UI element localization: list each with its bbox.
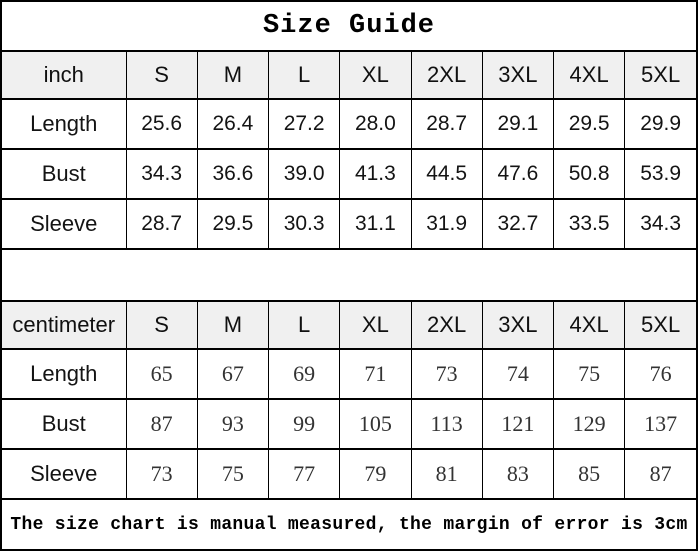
size-value-cell: 33.5 — [554, 199, 625, 249]
measure-label-cell: Length — [2, 99, 126, 149]
size-value-cell: 73 — [126, 449, 197, 499]
size-value-cell: 32.7 — [482, 199, 553, 249]
size-header-cell: XL — [340, 52, 411, 99]
size-value-cell: 99 — [269, 399, 340, 449]
size-header-cell: 3XL — [482, 52, 553, 99]
cm-header-row — [2, 302, 696, 349]
size-value-cell: 29.1 — [482, 99, 553, 149]
table-row — [2, 149, 696, 199]
size-header-cell: 4XL — [554, 302, 625, 349]
size-value-cell: 75 — [554, 349, 625, 399]
size-value-cell: 69 — [269, 349, 340, 399]
size-header-cell: 3XL — [482, 302, 553, 349]
size-value-cell: 81 — [411, 449, 482, 499]
inch-size-table — [2, 52, 696, 250]
size-value-cell: 74 — [482, 349, 553, 399]
table-row — [2, 399, 696, 449]
size-value-cell: 75 — [197, 449, 268, 499]
size-value-cell: 28.7 — [126, 199, 197, 249]
size-value-cell: 29.5 — [554, 99, 625, 149]
measure-label-cell: Bust — [2, 149, 126, 199]
size-value-cell: 28.0 — [340, 99, 411, 149]
measure-label-cell: Sleeve — [2, 449, 126, 499]
size-value-cell: 27.2 — [269, 99, 340, 149]
size-value-cell: 50.8 — [554, 149, 625, 199]
size-value-cell: 79 — [340, 449, 411, 499]
size-header-cell: M — [197, 52, 268, 99]
size-value-cell: 29.9 — [625, 99, 696, 149]
size-header-cell: 5XL — [625, 302, 696, 349]
size-value-cell: 47.6 — [482, 149, 553, 199]
size-header-cell: 5XL — [625, 52, 696, 99]
size-value-cell: 25.6 — [126, 99, 197, 149]
measure-label-cell: Bust — [2, 399, 126, 449]
size-value-cell: 121 — [482, 399, 553, 449]
size-header-cell: XL — [340, 302, 411, 349]
size-value-cell: 113 — [411, 399, 482, 449]
size-value-cell: 41.3 — [340, 149, 411, 199]
size-header-cell: S — [126, 302, 197, 349]
measurement-note: The size chart is manual measured, the margin of error is 3cm — [10, 514, 688, 535]
size-value-cell: 34.3 — [126, 149, 197, 199]
measure-label-cell: Length — [2, 349, 126, 399]
size-value-cell: 83 — [482, 449, 553, 499]
size-header-cell: 2XL — [411, 302, 482, 349]
size-header-cell: 2XL — [411, 52, 482, 99]
size-value-cell: 39.0 — [269, 149, 340, 199]
size-value-cell: 30.3 — [269, 199, 340, 249]
table-row — [2, 199, 696, 249]
size-header-cell: M — [197, 302, 268, 349]
size-value-cell: 44.5 — [411, 149, 482, 199]
table-row — [2, 449, 696, 499]
size-value-cell: 137 — [625, 399, 696, 449]
size-value-cell: 87 — [126, 399, 197, 449]
size-value-cell: 85 — [554, 449, 625, 499]
size-header-cell: L — [269, 302, 340, 349]
size-header-cell: 4XL — [554, 52, 625, 99]
size-value-cell: 67 — [197, 349, 268, 399]
unit-header-cell: inch — [2, 52, 126, 99]
size-value-cell: 105 — [340, 399, 411, 449]
inch-header-row — [2, 52, 696, 99]
size-guide-title: Size Guide — [2, 2, 696, 52]
size-value-cell: 34.3 — [625, 199, 696, 249]
size-value-cell: 29.5 — [197, 199, 268, 249]
table-row — [2, 99, 696, 149]
table-spacer — [2, 250, 696, 302]
size-header-cell: L — [269, 52, 340, 99]
size-value-cell: 36.6 — [197, 149, 268, 199]
size-value-cell: 31.1 — [340, 199, 411, 249]
size-header-cell: S — [126, 52, 197, 99]
unit-header-cell: centimeter — [2, 302, 126, 349]
cm-size-table — [2, 302, 696, 500]
size-value-cell: 71 — [340, 349, 411, 399]
size-value-cell: 31.9 — [411, 199, 482, 249]
measure-label-cell: Sleeve — [2, 199, 126, 249]
size-value-cell: 73 — [411, 349, 482, 399]
size-value-cell: 65 — [126, 349, 197, 399]
size-value-cell: 53.9 — [625, 149, 696, 199]
size-value-cell: 76 — [625, 349, 696, 399]
size-value-cell: 28.7 — [411, 99, 482, 149]
size-value-cell: 129 — [554, 399, 625, 449]
size-value-cell: 77 — [269, 449, 340, 499]
table-row — [2, 349, 696, 399]
size-value-cell: 26.4 — [197, 99, 268, 149]
size-value-cell: 87 — [625, 449, 696, 499]
size-value-cell: 93 — [197, 399, 268, 449]
